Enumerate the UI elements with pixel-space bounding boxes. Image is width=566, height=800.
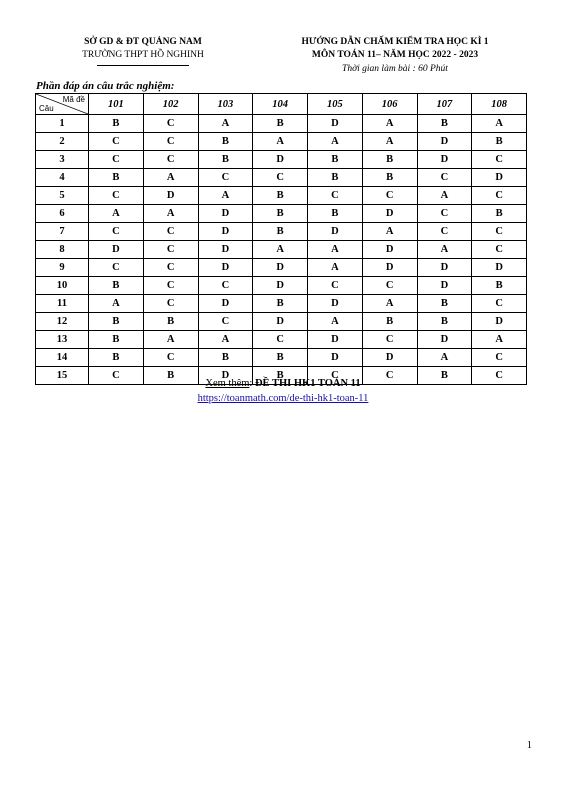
question-number: 1: [36, 115, 89, 133]
exam-duration: Thời gian làm bài : 60 Phút: [342, 64, 448, 74]
answer-cell: B: [253, 367, 308, 385]
answer-cell: C: [143, 277, 198, 295]
question-number: 11: [36, 295, 89, 313]
corner-code-label: Mã đề: [62, 95, 85, 104]
answer-cell: D: [253, 259, 308, 277]
answer-cell: C: [198, 277, 253, 295]
answer-cell: B: [417, 115, 472, 133]
answer-cell: C: [89, 223, 144, 241]
table-row: [36, 187, 527, 205]
answer-cell: A: [417, 187, 472, 205]
answer-cell: B: [472, 205, 527, 223]
exam-code-header: 101: [89, 94, 144, 115]
see-more-separator: :: [249, 378, 255, 389]
table-row: [36, 241, 527, 259]
question-number: 12: [36, 313, 89, 331]
answer-cell: B: [198, 133, 253, 151]
answer-cell: C: [472, 367, 527, 385]
corner-question-label: Câu: [39, 104, 54, 113]
answer-cell: D: [417, 133, 472, 151]
question-number: 3: [36, 151, 89, 169]
answer-cell: A: [308, 133, 363, 151]
table-row: [36, 205, 527, 223]
answer-cell: C: [89, 187, 144, 205]
answer-cell: D: [308, 331, 363, 349]
answer-cell: D: [417, 277, 472, 295]
exam-code-header: 103: [198, 94, 253, 115]
answer-cell: A: [308, 313, 363, 331]
answer-cell: A: [198, 115, 253, 133]
exam-header: [260, 36, 530, 76]
exam-code-header: 105: [308, 94, 363, 115]
see-more-title: ĐỀ THI HK1 TOÁN 11: [254, 378, 361, 389]
answer-cell: C: [417, 169, 472, 187]
answer-cell: B: [89, 169, 144, 187]
answer-cell: B: [253, 295, 308, 313]
answer-cell: B: [308, 169, 363, 187]
answer-cell: B: [143, 367, 198, 385]
answer-cell: B: [253, 187, 308, 205]
answer-cell: C: [143, 295, 198, 313]
exam-code-header: 104: [253, 94, 308, 115]
exam-code-header: 106: [362, 94, 417, 115]
answer-cell: B: [472, 133, 527, 151]
answer-cell: C: [472, 151, 527, 169]
answer-cell: D: [417, 331, 472, 349]
answer-cell: C: [308, 277, 363, 295]
question-number: 5: [36, 187, 89, 205]
answer-cell: C: [143, 259, 198, 277]
answer-cell: C: [362, 367, 417, 385]
answer-cell: C: [472, 187, 527, 205]
question-number: 9: [36, 259, 89, 277]
answer-cell: C: [472, 241, 527, 259]
answer-cell: D: [362, 259, 417, 277]
answer-cell: D: [143, 187, 198, 205]
answer-cell: D: [308, 295, 363, 313]
see-more-line: [0, 378, 566, 389]
answer-cell: C: [143, 151, 198, 169]
see-more-label[interactable]: Xem thêm: [205, 378, 250, 389]
question-number: 2: [36, 133, 89, 151]
answer-cell: B: [89, 331, 144, 349]
answer-cell: D: [472, 313, 527, 331]
answer-cell: A: [198, 331, 253, 349]
answer-cell: C: [143, 115, 198, 133]
answer-cell: A: [253, 133, 308, 151]
answer-cell: D: [253, 277, 308, 295]
answer-cell: B: [472, 277, 527, 295]
answer-cell: D: [308, 349, 363, 367]
answer-cell: B: [89, 313, 144, 331]
answer-cell: C: [253, 331, 308, 349]
table-row: [36, 349, 527, 367]
question-number: 15: [36, 367, 89, 385]
answer-key-table: [35, 93, 527, 385]
answer-cell: C: [89, 259, 144, 277]
table-row: [36, 313, 527, 331]
answer-cell: C: [198, 313, 253, 331]
answer-cell: D: [472, 259, 527, 277]
question-number: 8: [36, 241, 89, 259]
answer-cell: D: [308, 223, 363, 241]
answer-cell: A: [472, 115, 527, 133]
resource-link[interactable]: https://toanmath.com/de-thi-hk1-toan-11: [197, 393, 369, 404]
answer-cell: C: [417, 205, 472, 223]
answer-cell: D: [253, 151, 308, 169]
answer-cell: A: [89, 295, 144, 313]
answer-cell: B: [143, 313, 198, 331]
answer-cell: C: [89, 133, 144, 151]
answer-cell: B: [89, 115, 144, 133]
school-header: [48, 36, 238, 66]
answer-cell: D: [198, 367, 253, 385]
exam-code-header: 102: [143, 94, 198, 115]
answer-cell: A: [89, 205, 144, 223]
answer-cell: B: [362, 313, 417, 331]
answer-cell: C: [362, 331, 417, 349]
table-row: [36, 223, 527, 241]
answer-cell: C: [472, 349, 527, 367]
answer-cell: C: [308, 367, 363, 385]
answer-cell: D: [198, 205, 253, 223]
header-rule: [97, 65, 189, 66]
answer-cell: C: [143, 133, 198, 151]
table-row: [36, 133, 527, 151]
answer-cell: C: [253, 169, 308, 187]
answer-cell: B: [198, 349, 253, 367]
answer-cell: D: [362, 205, 417, 223]
answer-cell: B: [253, 205, 308, 223]
answer-cell: A: [362, 223, 417, 241]
question-number: 10: [36, 277, 89, 295]
answer-cell: D: [362, 349, 417, 367]
table-row: [36, 151, 527, 169]
answer-cell: B: [417, 295, 472, 313]
section-title: Phần đáp án câu trắc nghiệm:: [36, 80, 175, 92]
table-row: [36, 331, 527, 349]
answer-cell: B: [362, 169, 417, 187]
answer-cell: C: [308, 187, 363, 205]
answer-cell: D: [362, 241, 417, 259]
answer-cell: B: [417, 367, 472, 385]
table-body: [36, 115, 527, 385]
answer-cell: D: [472, 169, 527, 187]
exam-subject: MÔN TOÁN 11– NĂM HỌC 2022 - 2023: [311, 50, 479, 60]
answer-cell: A: [417, 241, 472, 259]
question-number: 13: [36, 331, 89, 349]
table-row: [36, 295, 527, 313]
answer-cell: B: [253, 223, 308, 241]
table-row: [36, 277, 527, 295]
answer-cell: C: [362, 187, 417, 205]
answer-cell: C: [362, 277, 417, 295]
question-number: 6: [36, 205, 89, 223]
answer-cell: D: [417, 151, 472, 169]
answer-cell: C: [89, 367, 144, 385]
exam-code-header: 108: [472, 94, 527, 115]
school-name: TRƯỜNG THPT HỒ NGHINH: [82, 50, 204, 60]
answer-cell: C: [143, 223, 198, 241]
answer-cell: B: [89, 349, 144, 367]
exam-code-header: 107: [417, 94, 472, 115]
answer-cell: D: [417, 259, 472, 277]
answer-cell: C: [89, 151, 144, 169]
exam-title: HƯỚNG DẪN CHẤM KIỂM TRA HỌC KÌ 1: [301, 37, 489, 47]
answer-cell: D: [198, 241, 253, 259]
answer-cell: A: [143, 169, 198, 187]
answer-cell: A: [308, 259, 363, 277]
answer-cell: C: [417, 223, 472, 241]
table-header-row: [36, 94, 527, 115]
answer-cell: B: [417, 313, 472, 331]
question-number: 4: [36, 169, 89, 187]
answer-cell: A: [472, 331, 527, 349]
page-number: 1: [526, 740, 532, 751]
answer-cell: D: [198, 223, 253, 241]
answer-cell: D: [308, 115, 363, 133]
answer-cell: B: [89, 277, 144, 295]
answer-cell: A: [143, 331, 198, 349]
answer-cell: B: [253, 349, 308, 367]
answer-cell: B: [308, 151, 363, 169]
answer-cell: A: [362, 133, 417, 151]
answer-cell: A: [253, 241, 308, 259]
department-name: SỞ GD & ĐT QUẢNG NAM: [84, 37, 202, 47]
answer-cell: D: [198, 295, 253, 313]
answer-cell: C: [472, 223, 527, 241]
table-row: [36, 115, 527, 133]
answer-cell: C: [198, 169, 253, 187]
answer-cell: A: [198, 187, 253, 205]
answer-cell: B: [362, 151, 417, 169]
question-number: 7: [36, 223, 89, 241]
answer-cell: C: [143, 349, 198, 367]
question-number: 14: [36, 349, 89, 367]
corner-cell: [36, 94, 89, 115]
answer-cell: A: [362, 115, 417, 133]
answer-cell: A: [143, 205, 198, 223]
answer-cell: D: [198, 259, 253, 277]
answer-cell: C: [143, 241, 198, 259]
answer-cell: A: [417, 349, 472, 367]
answer-cell: A: [308, 241, 363, 259]
table-row: [36, 169, 527, 187]
answer-cell: B: [308, 205, 363, 223]
answer-cell: A: [362, 295, 417, 313]
answer-cell: C: [472, 295, 527, 313]
answer-cell: B: [253, 115, 308, 133]
answer-cell: D: [253, 313, 308, 331]
answer-cell: D: [89, 241, 144, 259]
answer-cell: B: [198, 151, 253, 169]
table-row: [36, 259, 527, 277]
